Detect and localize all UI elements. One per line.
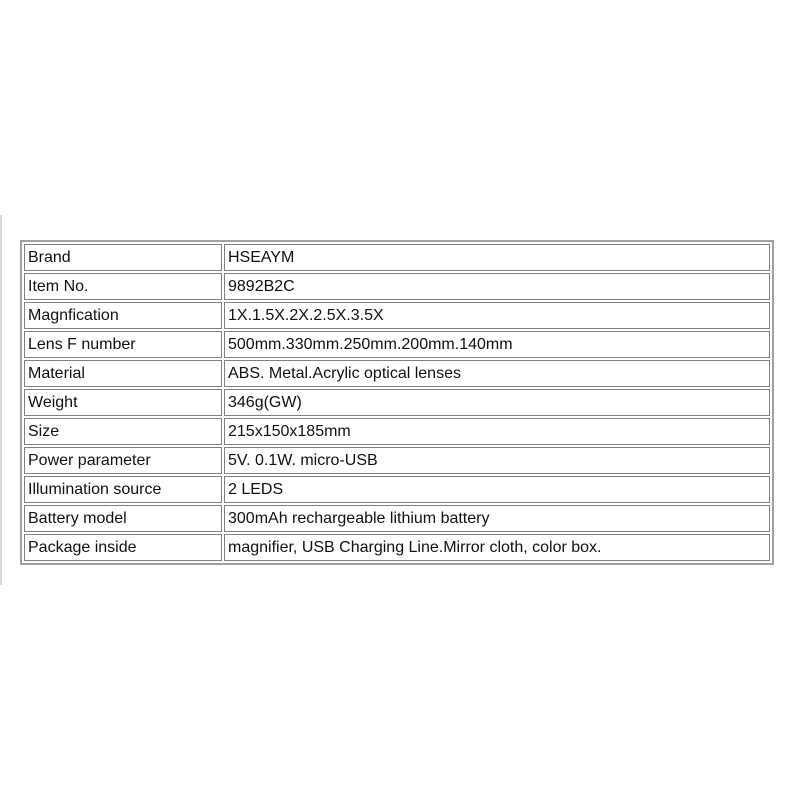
spec-label: Power parameter — [24, 447, 222, 474]
spec-label: Battery model — [24, 505, 222, 532]
table-row — [24, 302, 770, 329]
spec-value: 300mAh rechargeable lithium battery — [224, 505, 770, 532]
table-row — [24, 273, 770, 300]
left-edge-divider — [0, 215, 2, 585]
spec-value: 500mm.330mm.250mm.200mm.140mm — [224, 331, 770, 358]
table-row — [24, 505, 770, 532]
spec-label: Magnfication — [24, 302, 222, 329]
table-row — [24, 476, 770, 503]
spec-value: ABS. Metal.Acrylic optical lenses — [224, 360, 770, 387]
spec-value: magnifier, USB Charging Line.Mirror cloth, color box. — [224, 534, 770, 561]
table-row — [24, 331, 770, 358]
spec-value: 1X.1.5X.2X.2.5X.3.5X — [224, 302, 770, 329]
spec-value: 5V. 0.1W. micro-USB — [224, 447, 770, 474]
spec-label: Illumination source — [24, 476, 222, 503]
spec-table — [20, 240, 774, 565]
spec-value: 9892B2C — [224, 273, 770, 300]
spec-label: Lens F number — [24, 331, 222, 358]
spec-value: HSEAYM — [224, 244, 770, 271]
table-row — [24, 418, 770, 445]
table-row — [24, 389, 770, 416]
spec-label: Package inside — [24, 534, 222, 561]
spec-value: 346g(GW) — [224, 389, 770, 416]
spec-label: Brand — [24, 244, 222, 271]
spec-label: Item No. — [24, 273, 222, 300]
table-row — [24, 360, 770, 387]
table-row — [24, 244, 770, 271]
spec-value: 215x150x185mm — [224, 418, 770, 445]
spec-value: 2 LEDS — [224, 476, 770, 503]
spec-label: Size — [24, 418, 222, 445]
spec-label: Material — [24, 360, 222, 387]
table-row — [24, 447, 770, 474]
table-row — [24, 534, 770, 561]
spec-label: Weight — [24, 389, 222, 416]
